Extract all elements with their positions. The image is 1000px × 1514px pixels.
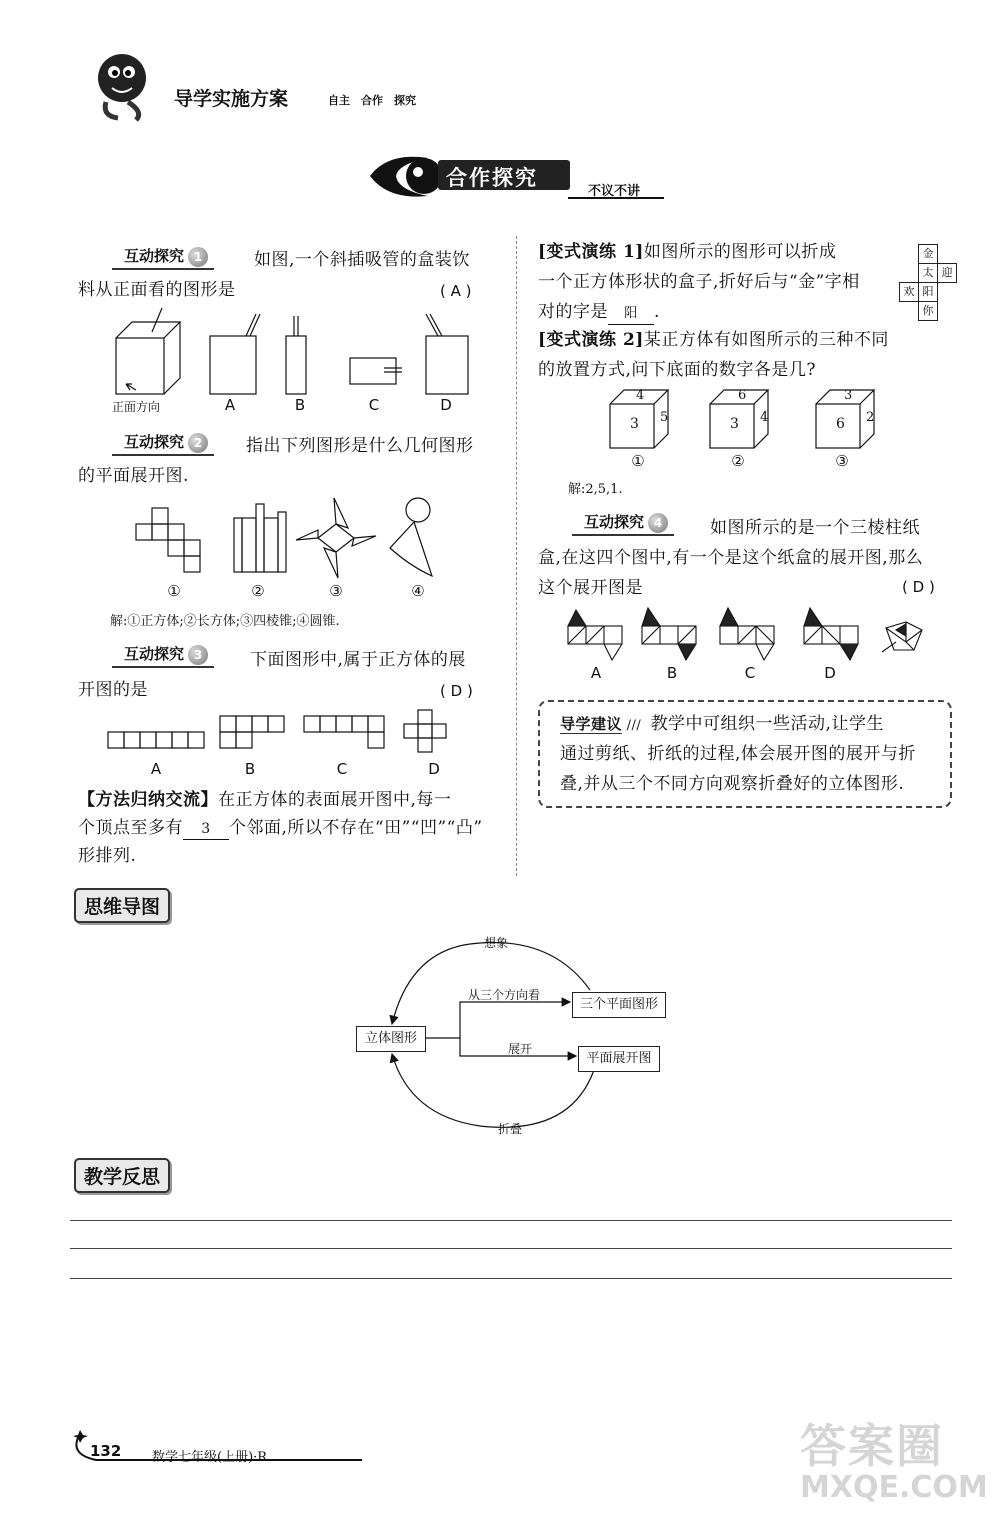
column-divider xyxy=(516,236,517,876)
mindmap-bottom-node: 平面展开图 xyxy=(578,1046,660,1072)
q4-option-c xyxy=(720,608,774,660)
watermark-url: MXQE.COM xyxy=(800,1470,988,1505)
v1-cell-jin: 金 xyxy=(918,244,938,264)
q1-option-b xyxy=(286,316,306,394)
q3-figures xyxy=(108,710,468,756)
q3-option-c xyxy=(304,716,384,748)
v1-cell-ni: 你 xyxy=(918,301,938,321)
q3-option-a xyxy=(108,732,204,748)
watermark xyxy=(800,1410,996,1510)
v1-blank: 阳 xyxy=(608,304,654,325)
q1-label-b: B xyxy=(294,396,306,414)
q2-label-4: ④ xyxy=(411,582,425,600)
q1-line1: 如图,一个斜插吸管的盒装饮 xyxy=(254,250,470,270)
method-label: 【方法归纳交流】 xyxy=(78,790,218,810)
q4-line2: 盒,在这四个图中,有一个是这个纸盒的展开图,那么 xyxy=(538,548,924,568)
q2-net-cone xyxy=(390,498,432,576)
watermark-text: 答案圈 xyxy=(800,1419,944,1473)
q4-badge: 互动探究 4 xyxy=(572,510,674,536)
header-subtitle: 自主 合作 探究 xyxy=(328,94,416,107)
q4-label-c: C xyxy=(744,664,756,682)
q3-label-a: A xyxy=(150,760,162,778)
v2-cube1-front: 3 xyxy=(630,416,639,432)
q2-label-2: ② xyxy=(251,582,265,600)
footer-book: 数学七年级(上册)·R xyxy=(152,1450,268,1465)
q2-line1: 指出下列图形是什么几何图形 xyxy=(246,436,474,456)
q3-label-d: D xyxy=(428,760,440,778)
q4-option-a xyxy=(568,610,622,660)
v2-cube3-top: 3 xyxy=(844,388,853,403)
q1-option-a xyxy=(210,314,260,394)
suggestion-line1: 导学建议 /// 教学中可组织一些活动,让学生 xyxy=(560,714,884,734)
reflection-line-2 xyxy=(70,1248,952,1249)
q2-line2: 的平面展开图. xyxy=(78,466,189,486)
v1-net xyxy=(898,244,958,322)
method-text1: 在正方体的表面展开图中,每一 xyxy=(218,790,452,810)
q3-line1: 下面图形中,属于正方体的展 xyxy=(250,650,466,670)
v2-solution: 解:2,5,1. xyxy=(568,482,623,497)
q1-line2: 料从正面看的图形是 xyxy=(78,280,236,300)
q4-figures xyxy=(566,606,926,666)
v2-line2: 的放置方式,问下底面的数字各是几? xyxy=(538,360,817,380)
q4-label-b: B xyxy=(666,664,678,682)
mindmap-top-node: 三个平面图形 xyxy=(572,992,666,1018)
header-title: 导学实施方案 xyxy=(174,88,289,110)
q3-badge: 互动探究 3 xyxy=(112,642,214,668)
q3-label-b: B xyxy=(244,760,256,778)
q3-answer: ( D ) xyxy=(440,682,473,700)
q1-label-c: C xyxy=(368,396,380,414)
mindmap-edge-bottom: 展开 xyxy=(508,1042,533,1056)
q4-line1: 如图所示的是一个三棱柱纸 xyxy=(710,518,920,538)
v1-line2: 一个正方体形状的盒子,折好后与“金”字相 xyxy=(538,272,860,292)
v2-cube3-front: 6 xyxy=(836,416,845,432)
banner-title: 合作探究 xyxy=(446,166,538,190)
v2-label-1: ① xyxy=(631,452,645,470)
v2-label-3: ③ xyxy=(835,452,849,470)
q1-box-3d xyxy=(116,308,180,394)
q3-option-d xyxy=(404,710,446,752)
q1-answer: ( A ) xyxy=(440,282,472,300)
v1-cell-tai: 太 xyxy=(918,263,938,283)
q4-answer: ( D ) xyxy=(902,578,935,596)
mindmap-arc-top: 想象 xyxy=(484,936,509,950)
q1-option-d xyxy=(426,314,468,394)
suggestion-line2: 通过剪纸、折纸的过程,体会展开图的展开与折 xyxy=(560,744,916,764)
mindmap-edge-top: 从三个方向看 xyxy=(468,988,541,1002)
v2-cube1-top: 4 xyxy=(636,388,645,403)
v1-line1: [变式演练 1]如图所示的图形可以折成 xyxy=(538,242,837,262)
v1-label: [变式演练 1] xyxy=(538,242,644,262)
q3-line2: 开图的是 xyxy=(78,680,148,700)
mindmap-arc-bottom: 折叠 xyxy=(498,1122,523,1136)
q4-label-a: A xyxy=(590,664,602,682)
reflection-line-3 xyxy=(70,1278,952,1279)
q3-label-c: C xyxy=(336,760,348,778)
q2-net-cuboid xyxy=(234,504,286,572)
method-line2: 个顶点至多有 3 个邻面,所以不存在“田”“凹”“凸” xyxy=(78,818,483,838)
v2-cube2-front: 3 xyxy=(730,416,739,432)
q1-figures xyxy=(100,306,500,400)
v1-cell-huan: 欢 xyxy=(899,282,919,302)
q1-option-c xyxy=(350,358,402,384)
q2-label-1: ① xyxy=(167,582,181,600)
q2-net-cube xyxy=(136,508,200,572)
q2-figures xyxy=(126,494,446,584)
q4-label-d: D xyxy=(824,664,836,682)
q4-option-b xyxy=(642,608,696,660)
method-line3: 形排列. xyxy=(78,846,137,866)
q3-option-b xyxy=(220,716,284,748)
v1-cell-yang: 阳 xyxy=(918,282,938,302)
banner-note: 不议不讲 xyxy=(588,184,641,199)
q1-badge: 互动探究 1 xyxy=(112,244,214,270)
v1-cell-ying: 迎 xyxy=(937,263,957,283)
method-blank: 3 xyxy=(183,819,229,840)
suggestion-line3: 叠,并从三个不同方向观察折叠好的立体图形. xyxy=(560,774,905,794)
v1-line3: 对的字是 阳 . xyxy=(538,298,660,327)
mindmap-tag: 思维导图 xyxy=(74,888,170,923)
mindmap-center: 立体图形 xyxy=(356,1026,426,1052)
method-line1 xyxy=(78,786,451,815)
q2-badge: 互动探究 2 xyxy=(112,430,214,456)
q2-solution: 解:①正方体;②长方体;③四棱锥;④圆锥. xyxy=(110,614,340,629)
reflection-tag: 教学反思 xyxy=(74,1158,170,1193)
q1-label-a: A xyxy=(224,396,236,414)
q4-line3: 这个展开图是 xyxy=(538,578,643,598)
v2-cube3-side: 2 xyxy=(866,410,875,425)
q4-prism xyxy=(882,622,922,652)
v2-cube2-side: 4 xyxy=(760,410,769,425)
v2-label: [变式演练 2] xyxy=(538,330,644,350)
q4-option-d xyxy=(804,608,858,660)
mascot-logo xyxy=(84,46,164,122)
q2-label-3: ③ xyxy=(329,582,343,600)
v2-label-2: ② xyxy=(731,452,745,470)
page-number: 132 xyxy=(90,1442,122,1460)
v2-cube2-top: 6 xyxy=(738,388,747,403)
q1-label-d: D xyxy=(440,396,452,414)
q2-net-pyramid xyxy=(296,498,376,578)
suggestion-label: 导学建议 xyxy=(560,715,623,733)
q1-caption-front: 正面方向 xyxy=(112,400,161,414)
v2-line1: [变式演练 2]某正方体有如图所示的三种不同 xyxy=(538,330,889,350)
v2-cube1-side: 5 xyxy=(660,410,669,425)
reflection-line-1 xyxy=(70,1220,952,1221)
